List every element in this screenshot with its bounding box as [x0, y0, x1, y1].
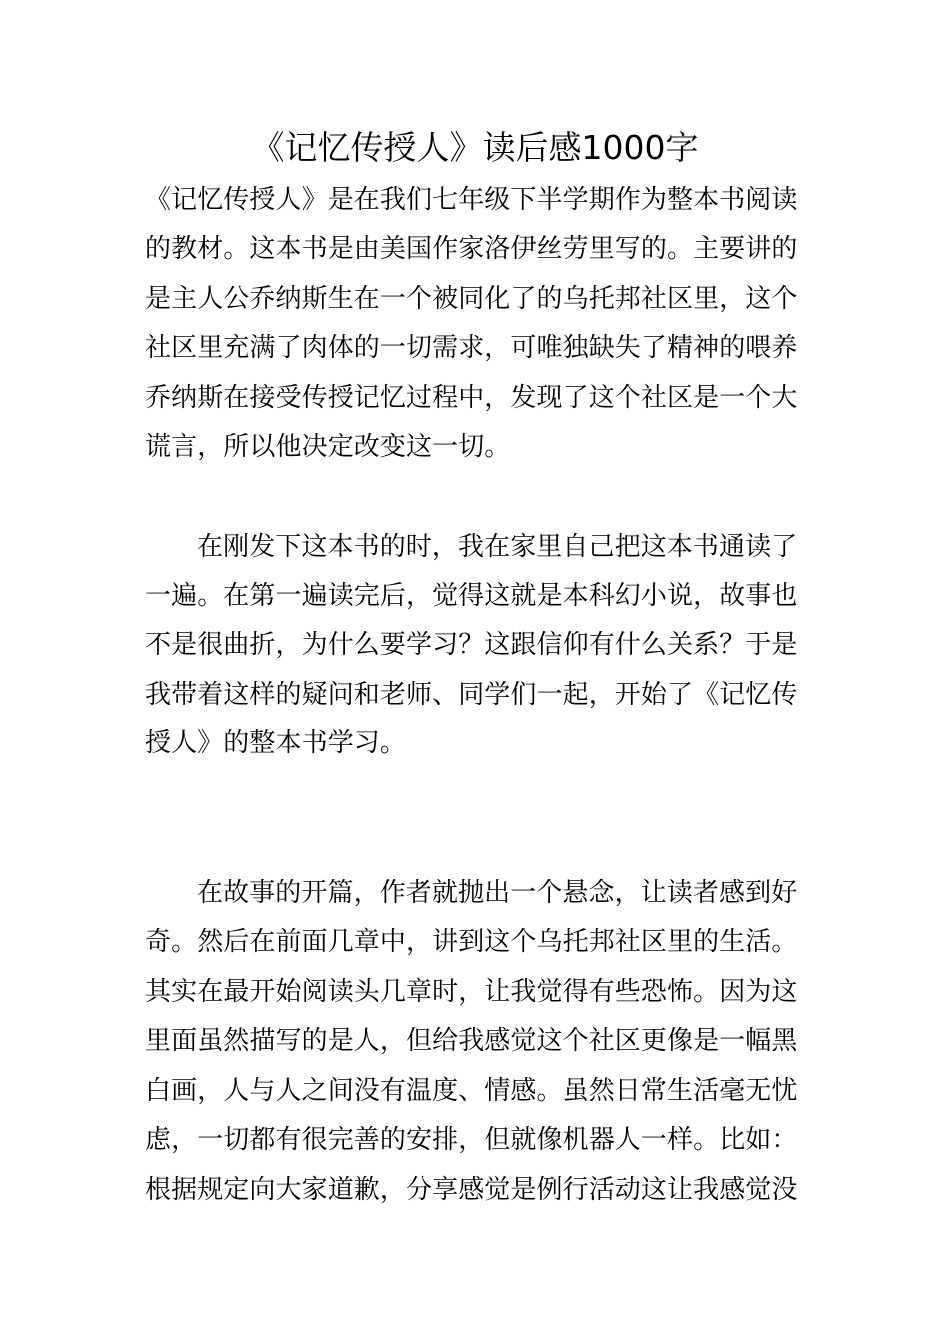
text-line: 我带着这样的疑问和老师、同学们一起，开始了《记忆传	[145, 680, 798, 710]
document-title: 《记忆传授人》读后感1000字	[251, 128, 699, 167]
text-line: 是主人公乔纳斯生在一个被同化了的乌托邦社区里，这个	[145, 284, 798, 314]
text-line: 里面虽然描写的是人，但给我感觉这个社区更像是一幅黑	[145, 1026, 798, 1056]
text-line: 奇。然后在前面几章中，讲到这个乌托邦社区里的生活。	[145, 927, 798, 957]
text-line: 一遍。在第一遍读完后，觉得这就是本科幻小说，故事也	[145, 581, 798, 611]
text-line: 在故事的开篇，作者就抛出一个悬念，让读者感到好	[197, 878, 798, 908]
text-line: 谎言，所以他决定改变这一切。	[145, 432, 511, 462]
text-line: 虑，一切都有很完善的安排，但就像机器人一样。比如：	[145, 1125, 798, 1155]
text-line: 《记忆传授人》是在我们七年级下半学期作为整本书阅读	[145, 185, 798, 215]
text-line: 社区里充满了肉体的一切需求，可唯独缺失了精神的喂养	[145, 333, 798, 363]
text-line: 白画，人与人之间没有温度、情感。虽然日常生活毫无忧	[145, 1076, 798, 1106]
text-line: 在刚发下这本书的时，我在家里自己把这本书通读了	[197, 532, 798, 562]
text-line: 不是很曲折，为什么要学习？这跟信仰有什么关系？于是	[145, 630, 798, 660]
text-line: 其实在最开始阅读头几章时，让我觉得有些恐怖。因为这	[145, 977, 798, 1007]
text-line: 授人》的整本书学习。	[145, 728, 407, 758]
text-line: 的教材。这本书是由美国作家洛伊丝劳里写的。主要讲的	[145, 234, 798, 264]
text-line: 乔纳斯在接受传授记忆过程中，发现了这个社区是一个大	[145, 383, 798, 413]
text-line: 根据规定向大家道歉，分享感觉是例行活动这让我感觉没	[145, 1175, 798, 1205]
